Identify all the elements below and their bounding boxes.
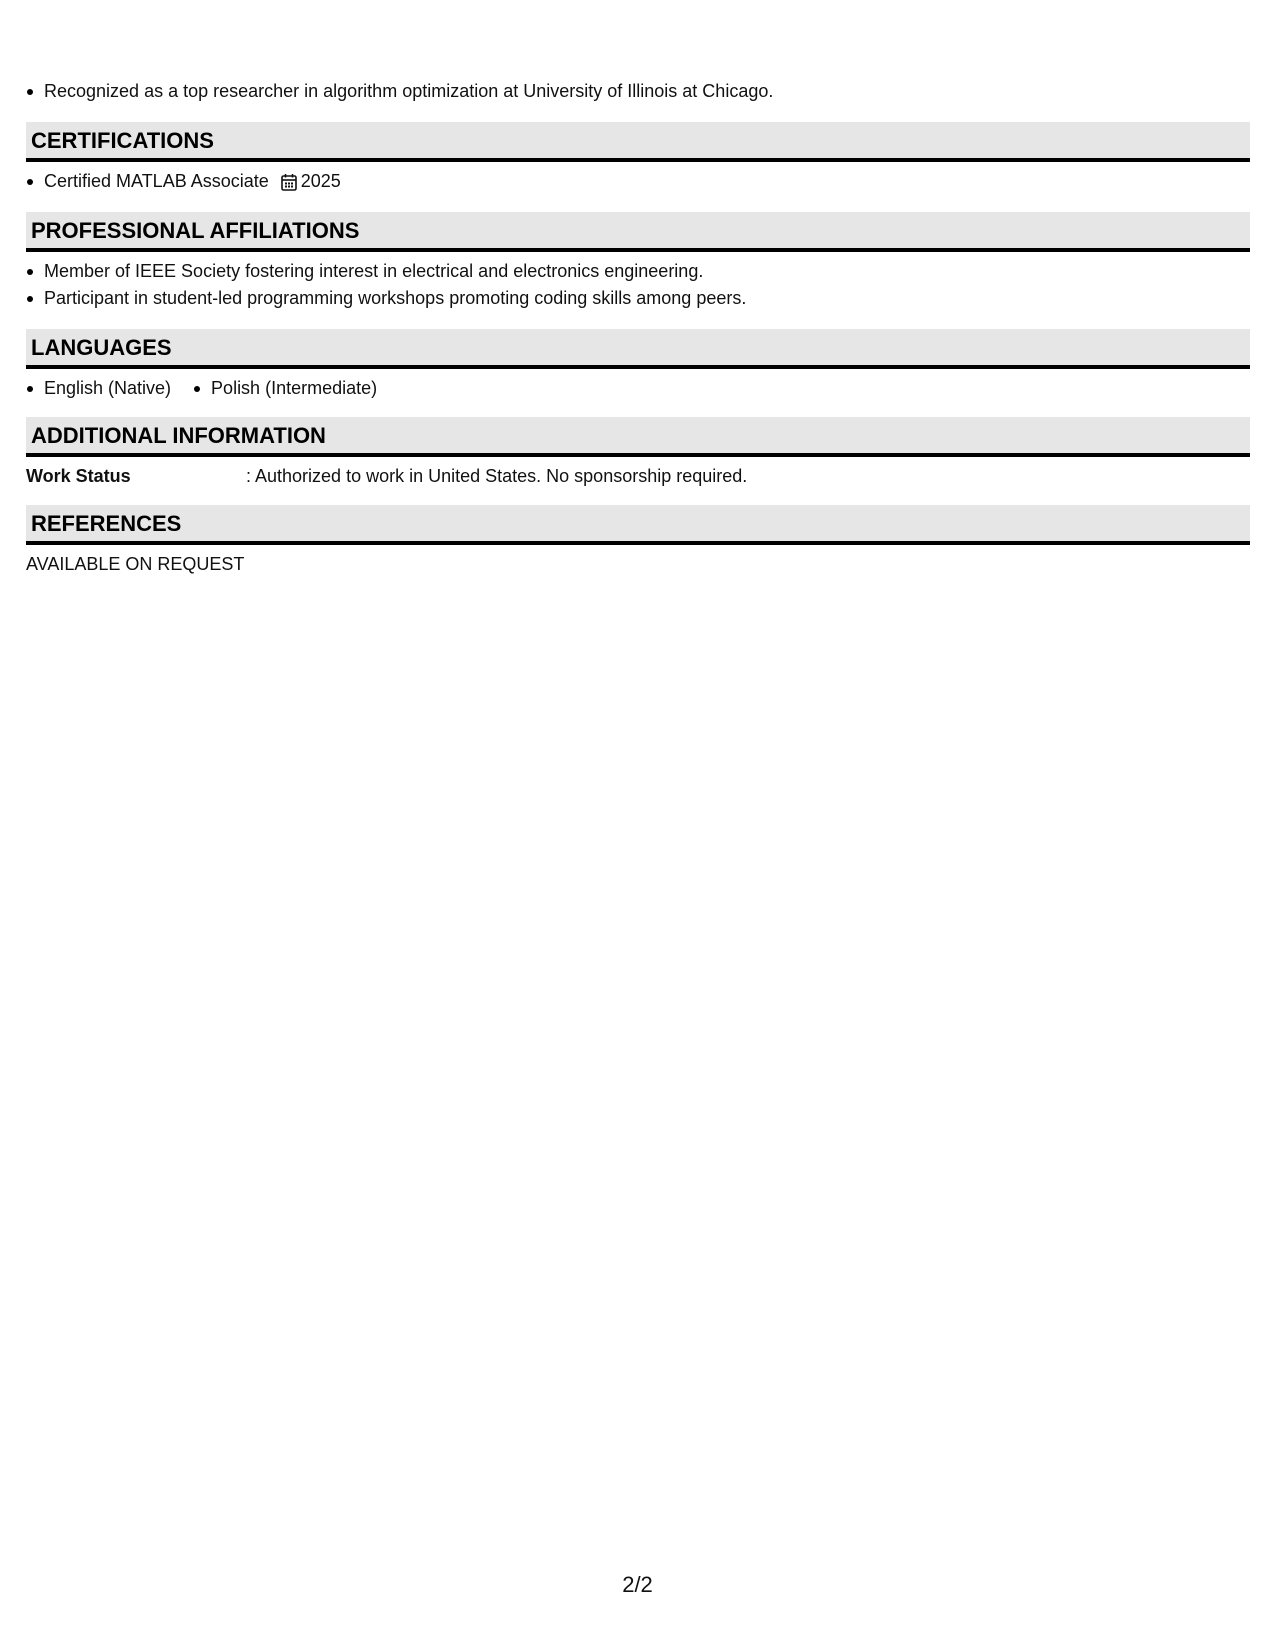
affiliations-list — [26, 258, 1250, 312]
section-heading: CERTIFICATIONS — [26, 122, 1250, 162]
info-label: Work Status — [26, 466, 131, 486]
certification-name: Certified MATLAB Associate — [44, 171, 269, 191]
section-heading: LANGUAGES — [26, 329, 1250, 369]
references-text: AVAILABLE ON REQUEST — [26, 554, 245, 574]
certification-entry — [44, 168, 341, 195]
info-row — [26, 463, 1250, 490]
list-item: English (Native) — [26, 375, 171, 402]
section-heading: ADDITIONAL INFORMATION — [26, 417, 1250, 457]
calendar-icon — [281, 173, 297, 191]
awards-section — [26, 78, 1250, 105]
section-heading: REFERENCES — [26, 505, 1250, 545]
certifications-list — [26, 168, 1250, 195]
languages-list — [26, 375, 1250, 402]
list-item: Recognized as a top researcher in algorithm optimization at University of Illinois at Chicago. — [26, 78, 1250, 105]
references-section — [26, 505, 1250, 578]
certification-year: 2025 — [300, 171, 341, 191]
certifications-section — [26, 122, 1250, 195]
info-value: : Authorized to work in United States. No sponsorship required. — [246, 466, 748, 486]
awards-list — [26, 78, 1250, 105]
languages-section — [26, 329, 1250, 402]
additional-info-section — [26, 417, 1250, 490]
list-item: Polish (Intermediate) — [193, 375, 377, 402]
page-number: 2/2 — [622, 1572, 653, 1597]
list-item: Participant in student-led programming workshops promoting coding skills among peers. — [26, 285, 1250, 312]
list-item: Member of IEEE Society fostering interest in electrical and electronics engineering. — [26, 258, 1250, 285]
list-item — [26, 168, 1250, 195]
affiliations-section — [26, 212, 1250, 312]
section-heading: PROFESSIONAL AFFILIATIONS — [26, 212, 1250, 252]
